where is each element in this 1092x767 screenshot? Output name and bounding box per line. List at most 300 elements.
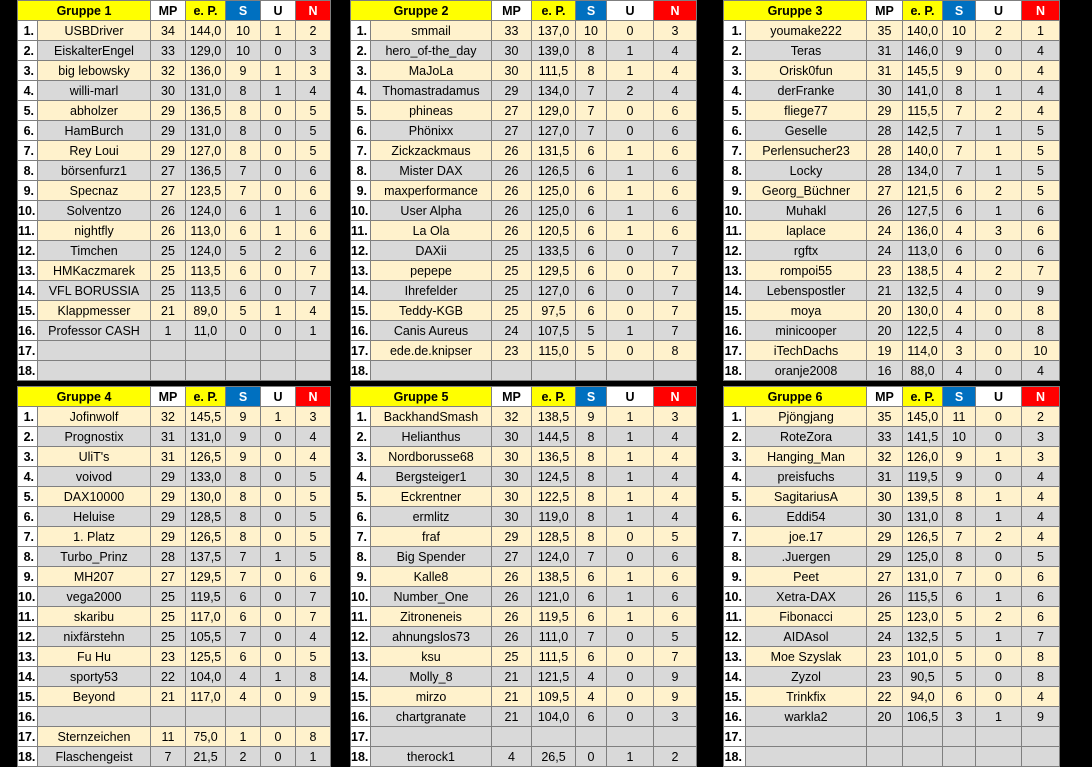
table-row <box>351 727 697 747</box>
n-cell: 1 <box>296 747 331 767</box>
s-cell: 8 <box>226 101 261 121</box>
u-cell <box>976 727 1022 747</box>
mp-cell: 27 <box>492 121 532 141</box>
player-name-cell: moya <box>746 301 867 321</box>
s-cell: 8 <box>226 487 261 507</box>
ep-cell <box>186 361 226 381</box>
player-name-cell: Perlensucher23 <box>746 141 867 161</box>
rank-cell: 10. <box>724 587 746 607</box>
rank-cell: 3. <box>18 61 38 81</box>
col-ep-header: e. P. <box>186 387 226 407</box>
ep-cell: 126,5 <box>186 447 226 467</box>
rank-cell: 13. <box>724 647 746 667</box>
n-cell: 3 <box>654 21 697 41</box>
n-cell: 7 <box>654 301 697 321</box>
player-name-cell: DAXii <box>371 241 492 261</box>
table-row <box>724 21 1060 41</box>
s-cell: 4 <box>576 687 607 707</box>
mp-cell: 29 <box>492 81 532 101</box>
rank-cell: 7. <box>18 141 38 161</box>
mp-cell: 28 <box>151 547 186 567</box>
rank-cell: 7. <box>724 527 746 547</box>
u-cell: 0 <box>261 41 296 61</box>
ep-cell: 109,5 <box>532 687 576 707</box>
player-name-cell: fliege77 <box>746 101 867 121</box>
u-cell <box>607 727 654 747</box>
u-cell: 0 <box>261 447 296 467</box>
s-cell: 6 <box>226 281 261 301</box>
s-cell: 7 <box>576 101 607 121</box>
rank-cell: 6. <box>724 121 746 141</box>
mp-cell: 23 <box>867 667 903 687</box>
player-name-cell: Georg_Büchner <box>746 181 867 201</box>
table-row <box>18 301 331 321</box>
u-cell: 1 <box>261 407 296 427</box>
u-cell: 2 <box>976 527 1022 547</box>
player-name-cell: Beyond <box>38 687 151 707</box>
s-cell: 10 <box>943 21 976 41</box>
u-cell: 1 <box>607 447 654 467</box>
player-name-cell: DAX10000 <box>38 487 151 507</box>
table-row <box>18 181 331 201</box>
ep-cell: 129,0 <box>186 41 226 61</box>
rank-cell: 18. <box>18 361 38 381</box>
n-cell: 6 <box>1022 241 1060 261</box>
u-cell: 0 <box>607 301 654 321</box>
u-cell: 0 <box>261 101 296 121</box>
n-cell: 4 <box>1022 687 1060 707</box>
s-cell: 6 <box>576 647 607 667</box>
s-cell <box>576 361 607 381</box>
n-cell: 6 <box>296 161 331 181</box>
rank-cell: 10. <box>351 587 371 607</box>
u-cell: 2 <box>976 21 1022 41</box>
rank-cell: 4. <box>351 81 371 101</box>
player-name-cell: Teddy-KGB <box>371 301 492 321</box>
mp-cell: 7 <box>151 747 186 767</box>
player-name-cell: HamBurch <box>38 121 151 141</box>
n-cell: 6 <box>296 201 331 221</box>
group-title: Gruppe 4 <box>18 387 151 407</box>
player-name-cell: rgftx <box>746 241 867 261</box>
player-name-cell: fraf <box>371 527 492 547</box>
s-cell: 6 <box>943 687 976 707</box>
ep-cell: 131,0 <box>186 81 226 101</box>
player-name-cell: börsenfurz1 <box>38 161 151 181</box>
s-cell: 4 <box>943 321 976 341</box>
col-u-header: U <box>976 387 1022 407</box>
player-name-cell: HMKaczmarek <box>38 261 151 281</box>
col-mp-header: MP <box>867 1 903 21</box>
mp-cell: 21 <box>867 281 903 301</box>
rank-cell: 15. <box>724 687 746 707</box>
n-cell <box>1022 747 1060 767</box>
mp-cell: 26 <box>492 201 532 221</box>
s-cell: 8 <box>943 81 976 101</box>
ep-cell: 125,0 <box>532 181 576 201</box>
s-cell: 4 <box>943 361 976 381</box>
n-cell: 5 <box>296 121 331 141</box>
u-cell: 1 <box>607 407 654 427</box>
s-cell: 7 <box>943 141 976 161</box>
table-row <box>351 667 697 687</box>
rank-cell: 1. <box>724 407 746 427</box>
table-row <box>351 261 697 281</box>
table-row <box>351 427 697 447</box>
ep-cell: 113,5 <box>186 281 226 301</box>
s-cell: 7 <box>226 161 261 181</box>
u-cell: 1 <box>607 321 654 341</box>
mp-cell: 29 <box>151 467 186 487</box>
player-name-cell: smmail <box>371 21 492 41</box>
table-row <box>18 41 331 61</box>
u-cell: 1 <box>607 487 654 507</box>
ep-cell: 144,5 <box>532 427 576 447</box>
rank-cell: 1. <box>724 21 746 41</box>
ep-cell: 107,5 <box>532 321 576 341</box>
player-name-cell: Moe Szyslak <box>746 647 867 667</box>
player-name-cell <box>38 707 151 727</box>
ep-cell: 129,5 <box>186 567 226 587</box>
player-name-cell: skaribu <box>38 607 151 627</box>
rank-cell: 12. <box>724 241 746 261</box>
s-cell <box>943 747 976 767</box>
col-u-header: U <box>607 1 654 21</box>
n-cell: 2 <box>296 21 331 41</box>
ep-cell: 140,0 <box>903 141 943 161</box>
player-name-cell: Number_One <box>371 587 492 607</box>
n-cell: 6 <box>654 101 697 121</box>
rank-cell: 2. <box>351 427 371 447</box>
rank-cell: 13. <box>724 261 746 281</box>
player-name-cell: youmake222 <box>746 21 867 41</box>
n-cell: 5 <box>1022 547 1060 567</box>
u-cell: 1 <box>261 61 296 81</box>
player-name-cell: Fibonacci <box>746 607 867 627</box>
col-s-header: S <box>943 1 976 21</box>
col-s-header: S <box>226 387 261 407</box>
s-cell: 6 <box>576 221 607 241</box>
n-cell: 6 <box>1022 201 1060 221</box>
ep-cell: 113,5 <box>186 261 226 281</box>
mp-cell: 27 <box>492 101 532 121</box>
table-row <box>351 41 697 61</box>
ep-cell: 127,0 <box>532 281 576 301</box>
n-cell: 5 <box>654 627 697 647</box>
mp-cell <box>151 707 186 727</box>
standings-table <box>17 386 331 767</box>
n-cell: 5 <box>296 467 331 487</box>
rank-cell: 9. <box>18 181 38 201</box>
u-cell <box>976 747 1022 767</box>
s-cell: 9 <box>576 407 607 427</box>
u-cell: 0 <box>261 121 296 141</box>
ep-cell: 125,0 <box>903 547 943 567</box>
s-cell: 6 <box>576 201 607 221</box>
table-row <box>724 547 1060 567</box>
s-cell: 5 <box>943 627 976 647</box>
n-cell: 4 <box>654 61 697 81</box>
ep-cell: 131,0 <box>903 567 943 587</box>
u-cell: 0 <box>976 41 1022 61</box>
s-cell: 9 <box>226 61 261 81</box>
table-row <box>351 747 697 767</box>
n-cell <box>296 341 331 361</box>
group-table-1 <box>17 0 330 381</box>
u-cell: 0 <box>261 527 296 547</box>
n-cell: 6 <box>654 221 697 241</box>
standings-table <box>17 0 331 381</box>
group-header-row <box>18 387 331 407</box>
s-cell: 6 <box>943 587 976 607</box>
table-row <box>724 281 1060 301</box>
player-name-cell: mirzo <box>371 687 492 707</box>
rank-cell: 7. <box>351 527 371 547</box>
mp-cell: 29 <box>151 487 186 507</box>
player-name-cell: VFL BORUSSIA <box>38 281 151 301</box>
s-cell: 4 <box>943 301 976 321</box>
mp-cell <box>151 361 186 381</box>
mp-cell: 30 <box>492 427 532 447</box>
n-cell: 4 <box>1022 487 1060 507</box>
u-cell: 0 <box>607 627 654 647</box>
n-cell: 4 <box>296 447 331 467</box>
mp-cell: 34 <box>151 21 186 41</box>
rank-cell: 11. <box>18 221 38 241</box>
mp-cell: 33 <box>492 21 532 41</box>
mp-cell: 27 <box>492 547 532 567</box>
u-cell: 1 <box>976 161 1022 181</box>
mp-cell <box>867 727 903 747</box>
u-cell: 0 <box>976 361 1022 381</box>
mp-cell: 26 <box>151 221 186 241</box>
rank-cell: 12. <box>724 627 746 647</box>
col-n-header: N <box>1022 387 1060 407</box>
s-cell: 8 <box>576 41 607 61</box>
player-name-cell: Peet <box>746 567 867 587</box>
u-cell: 0 <box>976 281 1022 301</box>
table-row <box>351 467 697 487</box>
u-cell: 0 <box>976 647 1022 667</box>
n-cell: 5 <box>1022 161 1060 181</box>
player-name-cell: Zickzackmaus <box>371 141 492 161</box>
table-row <box>18 467 331 487</box>
player-name-cell: preisfuchs <box>746 467 867 487</box>
n-cell: 7 <box>296 607 331 627</box>
table-row <box>351 221 697 241</box>
group-header-row <box>351 387 697 407</box>
rank-cell: 4. <box>18 467 38 487</box>
table-row <box>724 341 1060 361</box>
u-cell: 0 <box>261 161 296 181</box>
mp-cell: 21 <box>492 707 532 727</box>
s-cell: 9 <box>943 41 976 61</box>
mp-cell: 27 <box>151 567 186 587</box>
ep-cell: 145,0 <box>903 407 943 427</box>
ep-cell: 104,0 <box>186 667 226 687</box>
mp-cell: 25 <box>492 261 532 281</box>
player-name-cell: MH207 <box>38 567 151 587</box>
u-cell: 1 <box>976 707 1022 727</box>
mp-cell: 29 <box>492 527 532 547</box>
player-name-cell: Lebenspostler <box>746 281 867 301</box>
s-cell: 6 <box>226 607 261 627</box>
player-name-cell: Molly_8 <box>371 667 492 687</box>
table-row <box>18 21 331 41</box>
ep-cell <box>532 361 576 381</box>
ep-cell: 21,5 <box>186 747 226 767</box>
table-row <box>18 507 331 527</box>
n-cell: 3 <box>296 41 331 61</box>
u-cell: 0 <box>261 261 296 281</box>
table-row <box>351 121 697 141</box>
table-row <box>724 361 1060 381</box>
col-mp-header: MP <box>151 1 186 21</box>
rank-cell: 11. <box>724 607 746 627</box>
s-cell: 5 <box>576 321 607 341</box>
u-cell: 0 <box>261 141 296 161</box>
player-name-cell <box>371 361 492 381</box>
s-cell: 6 <box>576 241 607 261</box>
ep-cell <box>903 747 943 767</box>
rank-cell: 17. <box>18 727 38 747</box>
ep-cell: 117,0 <box>186 687 226 707</box>
rank-cell: 16. <box>351 707 371 727</box>
s-cell: 3 <box>943 341 976 361</box>
u-cell: 0 <box>607 101 654 121</box>
ep-cell: 131,0 <box>186 427 226 447</box>
ep-cell: 129,5 <box>532 261 576 281</box>
n-cell: 8 <box>654 341 697 361</box>
rank-cell: 3. <box>18 447 38 467</box>
player-name-cell: ahnungslos73 <box>371 627 492 647</box>
ep-cell: 111,5 <box>532 61 576 81</box>
s-cell: 6 <box>576 587 607 607</box>
ep-cell: 125,0 <box>532 201 576 221</box>
player-name-cell: RoteZora <box>746 427 867 447</box>
rank-cell: 16. <box>724 321 746 341</box>
table-row <box>18 587 331 607</box>
rank-cell: 14. <box>351 281 371 301</box>
n-cell: 4 <box>296 81 331 101</box>
n-cell: 4 <box>1022 101 1060 121</box>
n-cell: 6 <box>296 181 331 201</box>
player-name-cell <box>371 727 492 747</box>
ep-cell: 140,0 <box>903 21 943 41</box>
s-cell: 7 <box>943 121 976 141</box>
s-cell: 7 <box>943 101 976 121</box>
mp-cell: 29 <box>151 527 186 547</box>
mp-cell <box>492 727 532 747</box>
mp-cell: 28 <box>867 161 903 181</box>
player-name-cell: Heluise <box>38 507 151 527</box>
ep-cell: 138,5 <box>532 567 576 587</box>
group-title: Gruppe 2 <box>351 1 492 21</box>
mp-cell: 19 <box>867 341 903 361</box>
u-cell: 0 <box>976 341 1022 361</box>
table-row <box>351 487 697 507</box>
rank-cell: 14. <box>351 667 371 687</box>
table-row <box>18 361 331 381</box>
table-row <box>724 487 1060 507</box>
n-cell: 6 <box>654 587 697 607</box>
table-row <box>18 221 331 241</box>
table-row <box>724 41 1060 61</box>
table-row <box>724 321 1060 341</box>
player-name-cell: .Juergen <box>746 547 867 567</box>
u-cell: 0 <box>261 427 296 447</box>
table-row <box>18 141 331 161</box>
mp-cell: 25 <box>492 281 532 301</box>
n-cell: 6 <box>654 547 697 567</box>
s-cell: 5 <box>576 341 607 361</box>
ep-cell: 115,0 <box>532 341 576 361</box>
n-cell: 4 <box>296 627 331 647</box>
ep-cell: 138,5 <box>532 407 576 427</box>
mp-cell: 11 <box>151 727 186 747</box>
ep-cell: 115,5 <box>903 101 943 121</box>
n-cell: 7 <box>1022 261 1060 281</box>
table-row <box>351 627 697 647</box>
player-name-cell: Hanging_Man <box>746 447 867 467</box>
mp-cell: 27 <box>867 567 903 587</box>
u-cell: 1 <box>261 201 296 221</box>
ep-cell: 137,0 <box>532 21 576 41</box>
n-cell: 6 <box>296 221 331 241</box>
s-cell <box>576 727 607 747</box>
rank-cell: 1. <box>18 21 38 41</box>
u-cell: 0 <box>607 667 654 687</box>
player-name-cell: minicooper <box>746 321 867 341</box>
ep-cell: 136,5 <box>186 101 226 121</box>
table-row <box>351 141 697 161</box>
mp-cell: 26 <box>867 201 903 221</box>
ep-cell <box>186 707 226 727</box>
player-name-cell: Mister DAX <box>371 161 492 181</box>
u-cell: 1 <box>607 161 654 181</box>
n-cell: 8 <box>296 727 331 747</box>
ep-cell: 139,5 <box>903 487 943 507</box>
s-cell: 7 <box>576 121 607 141</box>
col-mp-header: MP <box>867 387 903 407</box>
u-cell: 1 <box>607 467 654 487</box>
s-cell: 4 <box>943 281 976 301</box>
s-cell: 8 <box>576 527 607 547</box>
ep-cell: 127,5 <box>903 201 943 221</box>
u-cell: 2 <box>607 81 654 101</box>
ep-cell: 121,5 <box>903 181 943 201</box>
rank-cell: 13. <box>351 261 371 281</box>
group-title: Gruppe 3 <box>724 1 867 21</box>
mp-cell: 30 <box>867 507 903 527</box>
rank-cell: 11. <box>724 221 746 241</box>
u-cell: 0 <box>261 607 296 627</box>
n-cell: 4 <box>654 41 697 61</box>
table-row <box>351 101 697 121</box>
mp-cell: 31 <box>151 427 186 447</box>
n-cell: 4 <box>1022 467 1060 487</box>
u-cell: 0 <box>976 467 1022 487</box>
ep-cell: 134,0 <box>532 81 576 101</box>
player-name-cell: joe.17 <box>746 527 867 547</box>
ep-cell: 124,5 <box>532 467 576 487</box>
mp-cell <box>151 341 186 361</box>
table-row <box>18 61 331 81</box>
group-title: Gruppe 6 <box>724 387 867 407</box>
u-cell: 0 <box>261 627 296 647</box>
s-cell: 8 <box>226 121 261 141</box>
player-name-cell: abholzer <box>38 101 151 121</box>
